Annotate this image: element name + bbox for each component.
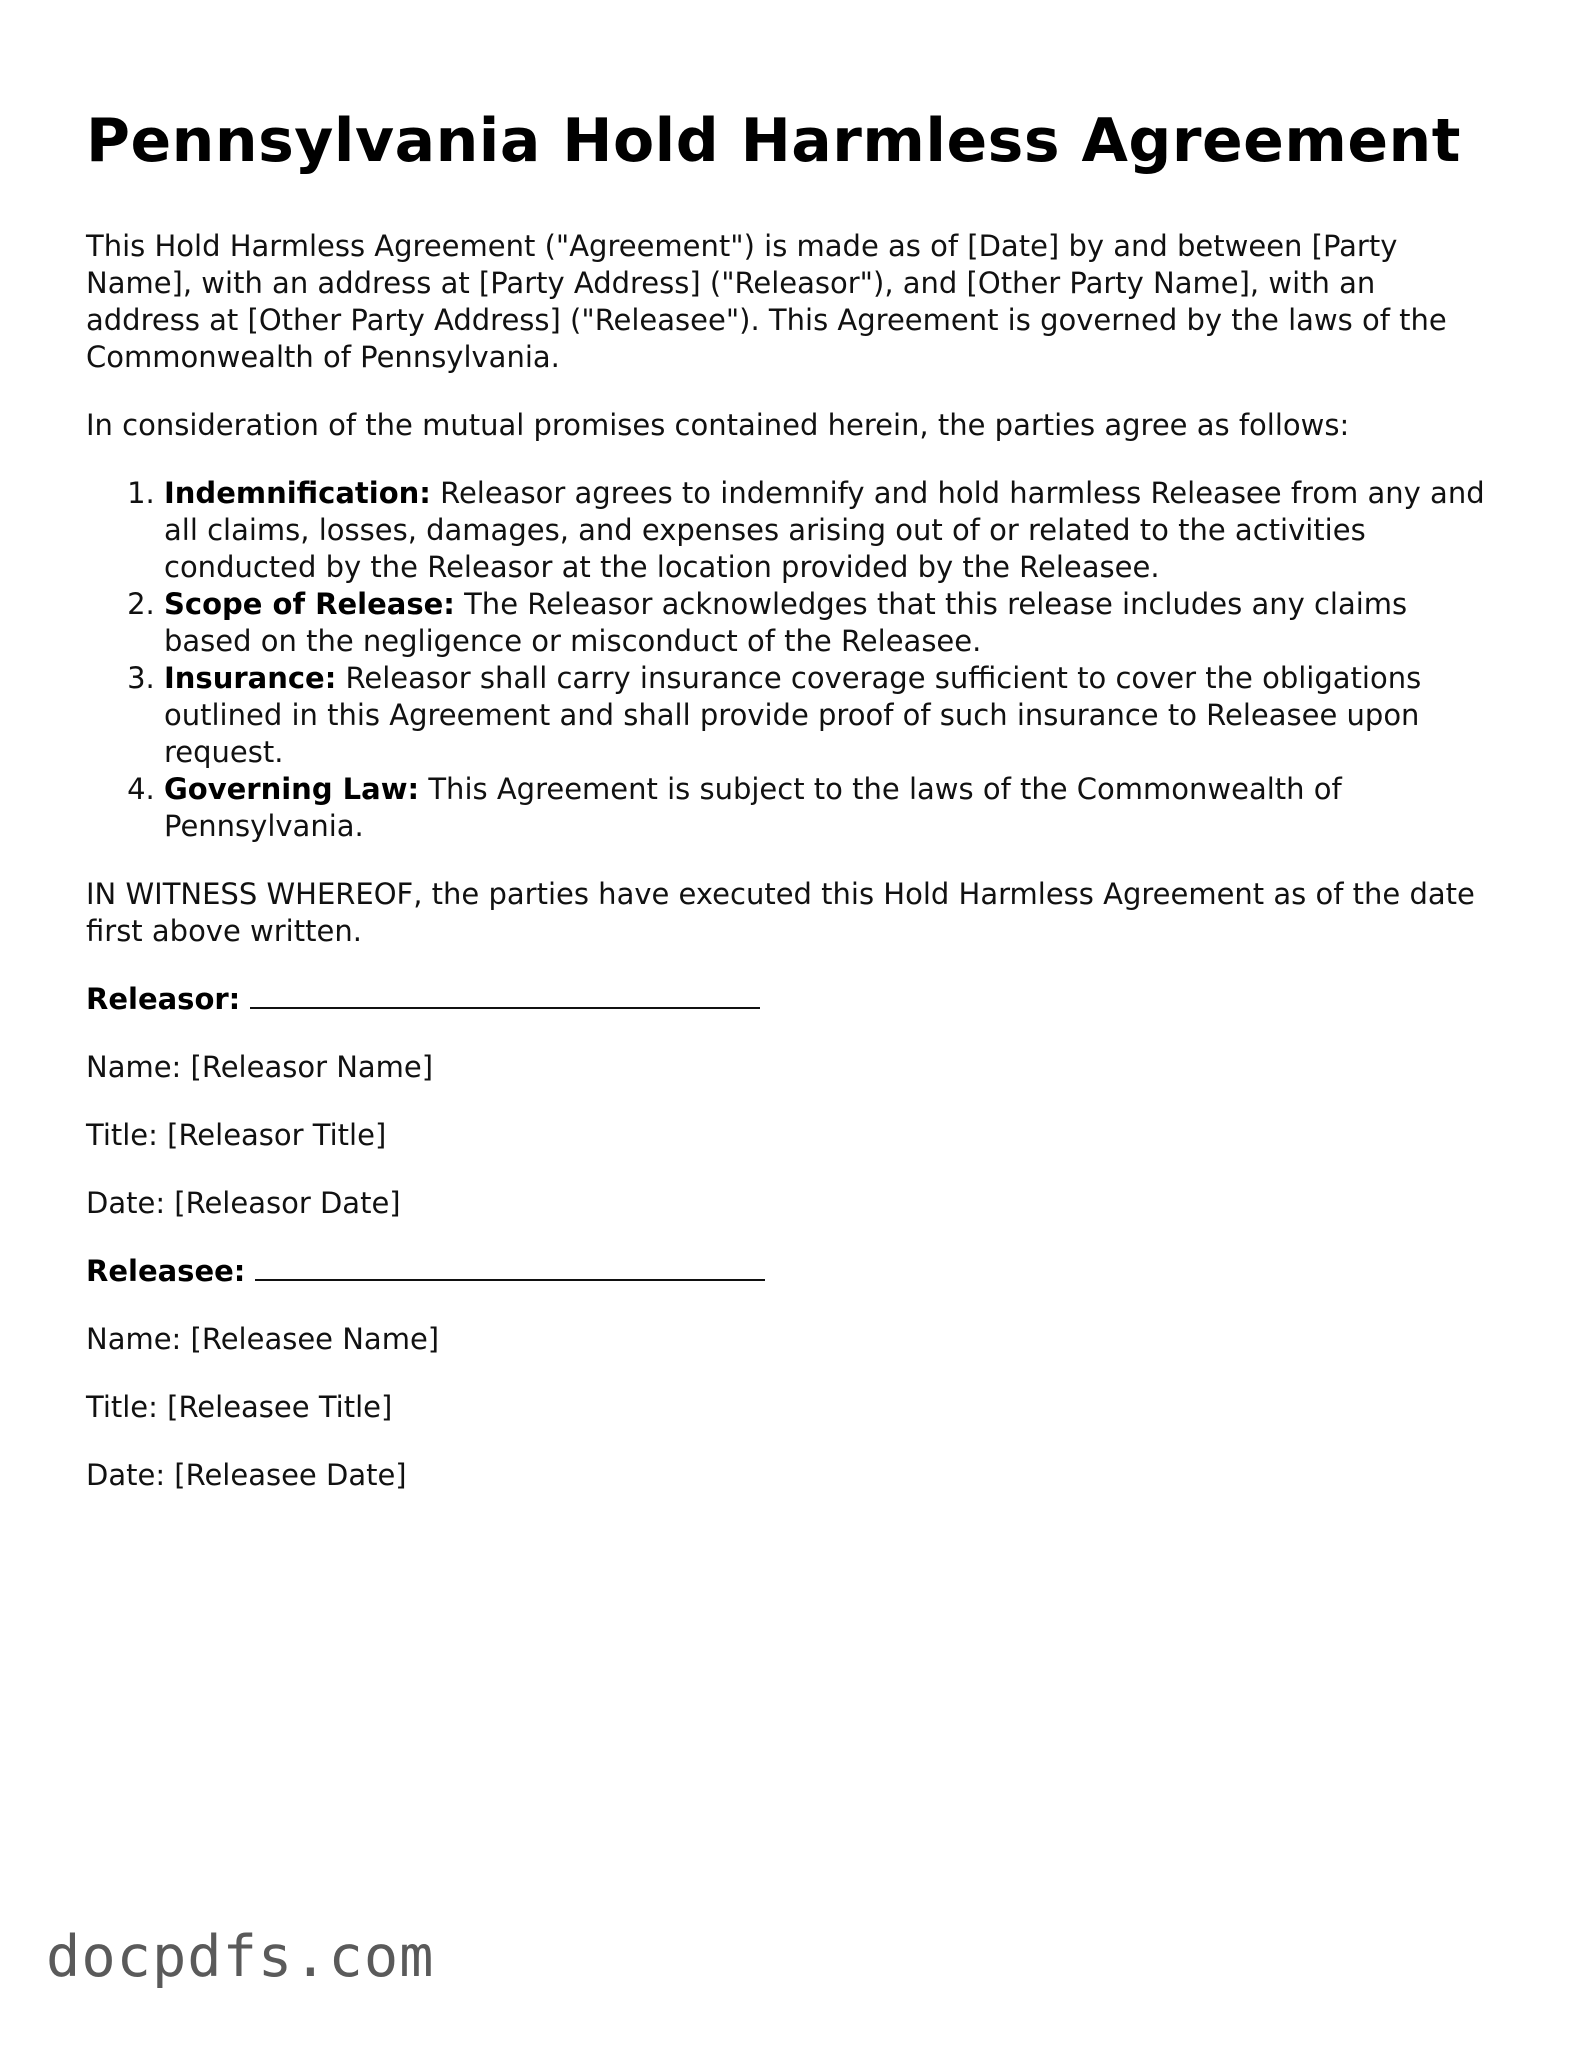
- intro-paragraph: This Hold Harmless Agreement ("Agreement") is made as of [Date] by and between [Party Name], with an address at [Party Address] ("Releasor"), and [Other Party Name], with an address at [Other Party Address] ("Releasee"). This Agreement is governed by the laws of the Commonwealth of Pennsylvania.: [86, 229, 1447, 374]
- releasor-date: Date: [Releasor Date]: [86, 1186, 401, 1220]
- releasor-name: Name: [Releasor Name]: [86, 1050, 434, 1084]
- releasor-signature-line[interactable]: [250, 983, 760, 1009]
- releasee-date: Date: [Releasee Date]: [86, 1458, 407, 1492]
- clause-list: [86, 475, 1496, 845]
- clause-item: [164, 660, 1496, 771]
- releasor-signature: [86, 981, 1496, 1018]
- consideration-paragraph: In consideration of the mutual promises contained herein, the parties agree as follows:: [86, 408, 1350, 442]
- clause-text: Releasor shall carry insurance coverage sufficient to cover the obligations outlined in this Agreement and shall provide proof of such insurance to Releasee upon request.: [164, 661, 1422, 769]
- clause-item: [164, 475, 1496, 586]
- clause-heading: Governing Law:: [164, 772, 420, 806]
- releasee-label: Releasee:: [86, 1254, 246, 1288]
- clause-text: The Releasor acknowledges that this release includes any claims based on the negligence or misconduct of the Releasee.: [164, 587, 1408, 658]
- clause-item: [164, 586, 1496, 660]
- releasee-name: Name: [Releasee Name]: [86, 1322, 440, 1356]
- clause-heading: Insurance:: [164, 661, 337, 695]
- clause-item: [164, 771, 1496, 845]
- clause-heading: Indemnification:: [164, 476, 431, 510]
- releasee-signature: [86, 1253, 1496, 1290]
- document-page: [86, 104, 1496, 1525]
- clause-text: This Agreement is subject to the laws of the Commonwealth of Pennsylvania.: [164, 772, 1342, 843]
- releasor-label: Releasor:: [86, 982, 241, 1016]
- witness-paragraph: IN WITNESS WHEREOF, the parties have executed this Hold Harmless Agreement as of the date first above written.: [86, 877, 1475, 948]
- clause-heading: Scope of Release:: [164, 587, 455, 621]
- document-title: Pennsylvania Hold Harmless Agreement: [86, 106, 1461, 176]
- releasee-signature-line[interactable]: [255, 1255, 765, 1281]
- releasee-title: Title: [Releasee Title]: [86, 1390, 393, 1424]
- releasor-title: Title: [Releasor Title]: [86, 1118, 387, 1152]
- watermark: docpdfs.com: [46, 1924, 435, 1990]
- clause-text: Releasor agrees to indemnify and hold harmless Releasee from any and all claims, losses, damages, and expenses arising out of or related to the activities conducted by the Releasor at the location provided by the Releasee.: [164, 476, 1485, 584]
